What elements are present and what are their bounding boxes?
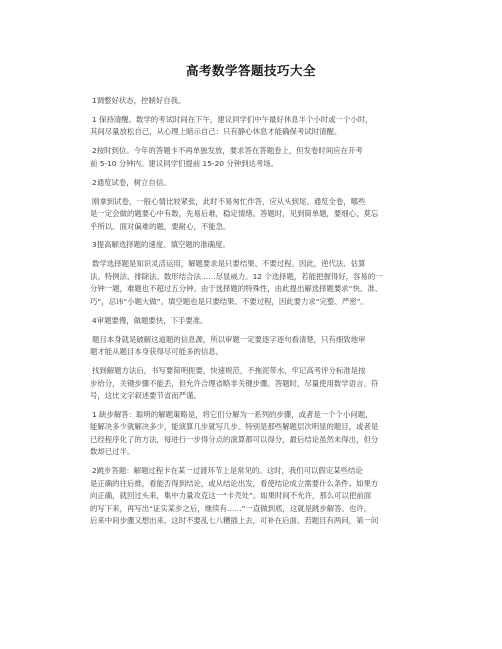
paragraph-line: 乎所以。面对偏难的题，要耐心，不能急。	[90, 221, 231, 231]
paragraph-line: 数却已过半。	[90, 447, 135, 457]
document-body	[90, 95, 408, 534]
paragraph-line: 号，这比文字叙述要节省而严谨。	[90, 391, 201, 401]
paragraph-line: 向正确，就回过头来，集中力量攻克这一“卡壳处”。如果时间不允许，那么可以把前面	[90, 491, 372, 501]
paragraph-line: 1 缺步解答：聪明的解题策略是，将它们分解为一系列的步骤，或者是一个个小问题，	[92, 409, 373, 419]
paragraph-line: 1调整好状态，控制好自我。	[92, 96, 186, 105]
paragraph	[90, 334, 408, 359]
paragraph-line: 刚拿到试卷，一般心情比较紧张，此时不易匆忙作答，应从头到尾、通览全卷，哪些	[92, 196, 366, 206]
paragraph-line: 是正确的往后推，看能否得到结论，或从结论出发，看使结论成立需要什么条件。如果方	[90, 478, 379, 488]
paragraph-line: 能解决多少就解决多少，能演算几步就写几步。特别是那些解题层次明显的题目，或者是	[90, 422, 379, 432]
paragraph	[90, 196, 408, 234]
paragraph	[90, 145, 408, 170]
paragraph	[90, 409, 408, 459]
paragraph-line: 后来中间步骤又想出来，这时不要乱七八糟插上去，可补在后面。若题目有两问，第一问	[90, 516, 379, 526]
paragraph-line: 是一定会做的题要心中有数，先易后难，稳定情绪。答题时，见到简单题，要细心，莫忘	[90, 209, 379, 219]
paragraph-line: 题才能从题目本身获得尽可能多的信息。	[90, 347, 224, 357]
paragraph-line: 巧”，忌讳“小题大做”。填空题也是只要结果、不要过程，因此要力求“完整、严密”。	[90, 296, 368, 306]
paragraph-line: 4审题要慢，做题要快，下手要准。	[92, 315, 208, 325]
paragraph	[90, 365, 408, 403]
paragraph-line: 步给分，关键步骤不能丢，但允许合理省略非关键步骤。答题时，尽量使用数学语言、符	[90, 378, 379, 388]
paragraph-line: 法、特例法、排除法、数形结合法……尽显威力。12 个选择题，若能把握得好，容易的一	[90, 271, 383, 281]
paragraph-line: 2通览试卷，树立自信。	[92, 177, 171, 187]
paragraph-line: 找到解题方法后，书写要简明扼要，快速规范，不拖泥带水，牢记高考评分标准是按	[92, 366, 366, 376]
paragraph	[90, 258, 408, 308]
paragraph-line: 2按时到位。今年的答题卡不再单独发放，要求答在答题卷上，但发卷时间应在开考	[92, 146, 363, 156]
paragraph-line: 其间尽量放松自己，从心理上暗示自己：只有静心休息才能确保考试时清醒。	[90, 127, 342, 137]
paragraph-line: 2跳步答题：解题过程卡在某一过渡环节上是常见的。这时，我们可以假定某些结论	[92, 466, 363, 476]
paragraph	[90, 114, 408, 139]
paragraph	[90, 315, 408, 328]
paragraph	[90, 95, 408, 108]
paragraph	[90, 465, 408, 528]
paragraph-line: 分钟一题，难题也不超过五分钟。由于选择题的特殊性，由此提出解选择题要求“快、准、	[90, 284, 383, 294]
paragraph-line: 已经程序化了的方法，每进行一步得分点的演算都可以得分，最后结论虽然未得出，但分	[90, 434, 379, 444]
paragraph-line: 前 5-10 分钟内。建议同学们提前 15-20 分钟到达考场。	[90, 158, 279, 168]
paragraph-line: 1 保持清醒。数学的考试时间在下午，建议同学们中午最好休息半个小时或一个小时，	[92, 114, 373, 124]
document-title: 高考数学答题技巧大全	[185, 63, 316, 78]
paragraph-line: 题目本身就是破解这道题的信息源，所以审题一定要逐字逐句看清楚，只有细致地审	[92, 334, 366, 344]
paragraph	[90, 239, 408, 252]
paragraph-line: 3提高解选择题的速度、填空题的准确度。	[92, 240, 230, 250]
paragraph-line: 的写下来，再写出“证实某步之后，继续有……”一直做到底，这就是跳步解答。也许，	[90, 503, 372, 513]
paragraph	[90, 177, 408, 190]
paragraph-line: 数学选择题是知识灵活运用，解题要求是只要结果、不要过程。因此，逆代法、估算	[92, 259, 366, 269]
